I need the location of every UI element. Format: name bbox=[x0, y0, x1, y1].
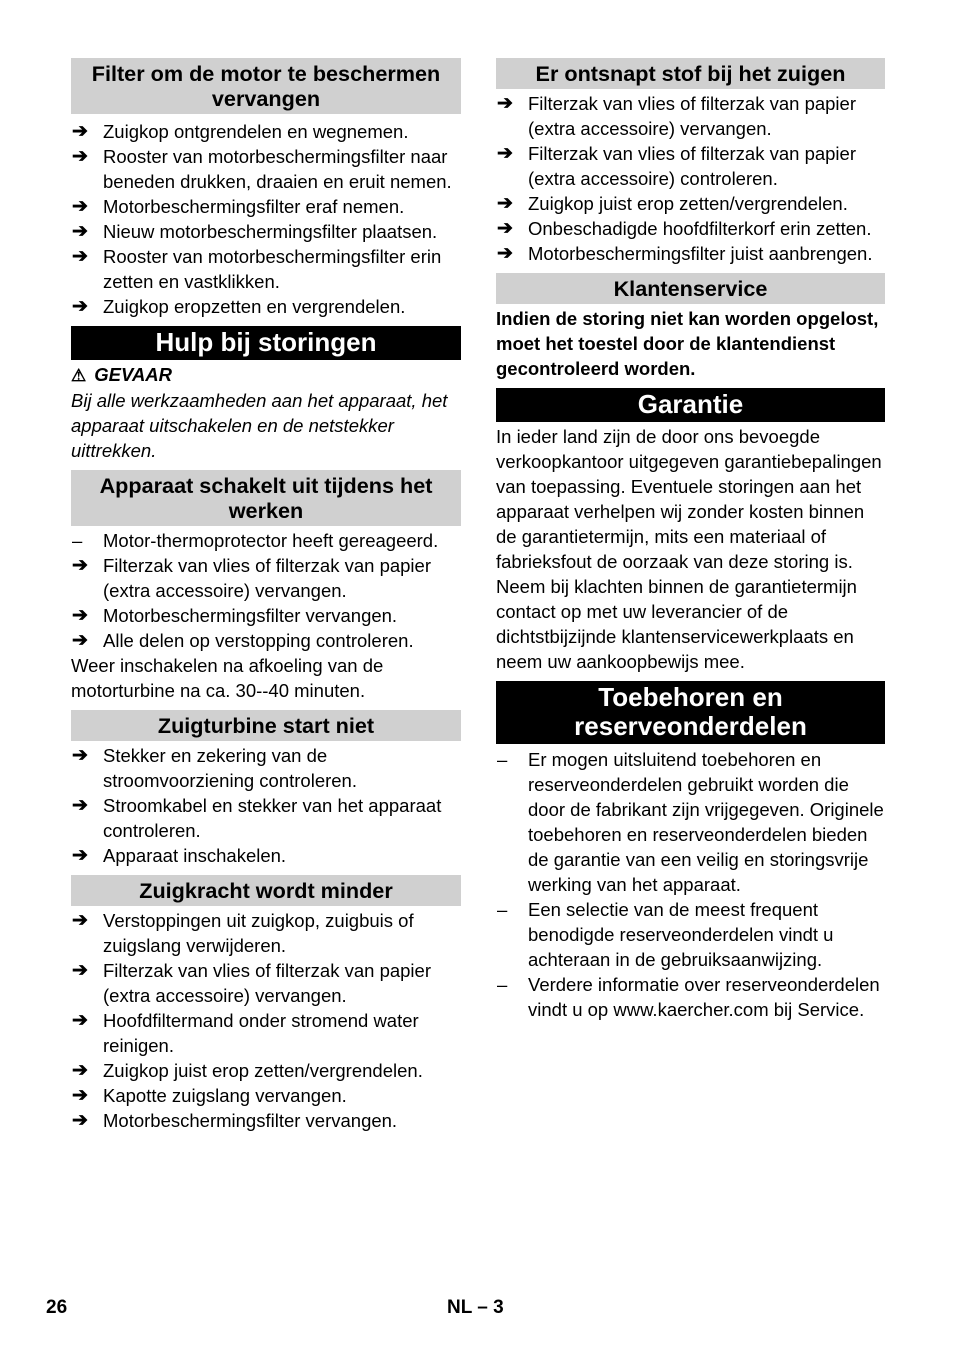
arrow-right-icon: ➔ bbox=[497, 243, 513, 264]
list-item-text: Zuigkop eropzetten en vergrendelen. bbox=[103, 296, 406, 317]
arrow-right-icon: ➔ bbox=[72, 960, 88, 981]
warranty-heading: Garantie bbox=[496, 388, 885, 422]
list-item-text: Filterzak van vlies of filterzak van papier (extra accessoire) vervangen. bbox=[103, 555, 431, 601]
arrow-right-icon: ➔ bbox=[72, 630, 88, 651]
arrow-right-icon: ➔ bbox=[72, 121, 88, 142]
arrow-right-icon: ➔ bbox=[72, 1110, 88, 1131]
list-item-text: Stroomkabel en stekker van het apparaat controleren. bbox=[103, 795, 442, 841]
list-item bbox=[71, 294, 461, 319]
list-item-text: Zuigkop ontgrendelen en wegnemen. bbox=[103, 121, 409, 142]
suction-list bbox=[71, 908, 461, 1133]
list-item-text: Filterzak van vlies of filterzak van papier (extra accessoire) controleren. bbox=[528, 143, 856, 189]
suction-heading: Zuigkracht wordt minder bbox=[71, 875, 461, 906]
list-item bbox=[71, 553, 461, 603]
list-item bbox=[496, 241, 885, 266]
list-item bbox=[71, 628, 461, 653]
accessories-heading: Toebehoren en reserveonderdelen bbox=[496, 681, 885, 744]
arrow-right-icon: ➔ bbox=[72, 196, 88, 217]
list-item bbox=[496, 141, 885, 191]
list-item bbox=[71, 194, 461, 219]
turbine-list bbox=[71, 743, 461, 868]
list-item-text: Filterzak van vlies of filterzak van papier (extra accessoire) vervangen. bbox=[528, 93, 856, 139]
arrow-right-icon: ➔ bbox=[72, 146, 88, 167]
arrow-right-icon: ➔ bbox=[72, 1085, 88, 1106]
arrow-right-icon: ➔ bbox=[72, 221, 88, 242]
list-item-text: Verstoppingen uit zuigkop, zuigbuis of zuigslang verwijderen. bbox=[103, 910, 414, 956]
motor-filter-heading: Filter om de motor te beschermen vervangen bbox=[71, 58, 461, 114]
language-page-label: NL – 3 bbox=[447, 1297, 504, 1318]
list-item-text: Kapotte zuigslang vervangen. bbox=[103, 1085, 347, 1106]
list-item bbox=[71, 119, 461, 144]
dash-bullet: – bbox=[497, 749, 508, 770]
list-item bbox=[71, 1083, 461, 1108]
danger-label bbox=[71, 362, 461, 388]
arrow-right-icon: ➔ bbox=[72, 795, 88, 816]
dust-list bbox=[496, 91, 885, 266]
list-item bbox=[496, 191, 885, 216]
danger-label-text: GEVAAR bbox=[94, 364, 173, 385]
list-item-text: Motorbeschermingsfilter vervangen. bbox=[103, 605, 398, 626]
list-item bbox=[71, 219, 461, 244]
list-item-text: Verdere informatie over reserveonderdelen vindt u op www.kaercher.com bij Service. bbox=[528, 974, 880, 1020]
list-item-text: Rooster van motorbeschermingsfilter naar beneden drukken, draaien en eruit nemen. bbox=[103, 146, 452, 192]
arrow-right-icon: ➔ bbox=[72, 910, 88, 931]
list-item-text: Rooster van motorbeschermingsfilter erin zetten en vastklikken. bbox=[103, 246, 442, 292]
arrow-right-icon: ➔ bbox=[72, 605, 88, 626]
dash-bullet: – bbox=[72, 530, 83, 551]
list-item bbox=[71, 793, 461, 843]
page-number: 26 bbox=[46, 1297, 68, 1318]
list-item bbox=[496, 747, 885, 897]
list-item bbox=[71, 743, 461, 793]
list-item bbox=[496, 972, 885, 1022]
accessories-list bbox=[496, 747, 885, 1022]
list-item bbox=[71, 144, 461, 194]
list-item-text: Motorbeschermingsfilter juist aanbrengen. bbox=[528, 243, 873, 264]
list-item bbox=[71, 1008, 461, 1058]
warning-icon: ⚠ bbox=[71, 366, 87, 385]
arrow-right-icon: ➔ bbox=[72, 246, 88, 267]
list-item-text: Onbeschadigde hoofdfilterkorf erin zetten. bbox=[528, 218, 872, 239]
list-item-text: Motorbeschermingsfilter eraf nemen. bbox=[103, 196, 405, 217]
turbine-heading: Zuigturbine start niet bbox=[71, 710, 461, 741]
help-heading: Hulp bij storingen bbox=[71, 326, 461, 360]
left-column bbox=[71, 58, 461, 1133]
arrow-right-icon: ➔ bbox=[72, 1060, 88, 1081]
arrow-right-icon: ➔ bbox=[72, 845, 88, 866]
warranty-text: In ieder land zijn de door ons bevoegde verkoopkantoor uitgegeven garantiebepalingen van toepassing. Eventuele storingen aan het apparaat verhelpen wij zonder kosten binnen de garantietermijn, mits een materiaal of fabrieksfout de oorzaak van deze storing is. Neem bij klachten binnen de garantietermijn contact op met uw leverancier of de dichtstbijzijnde klantenservicewerkplaats en neem uw aankoopbewijs mee. bbox=[496, 426, 882, 672]
list-item bbox=[496, 91, 885, 141]
dash-bullet: – bbox=[497, 899, 508, 920]
list-item-text: Motor-thermoprotector heeft gereageerd. bbox=[103, 530, 439, 551]
list-item bbox=[71, 1108, 461, 1133]
list-item bbox=[496, 216, 885, 241]
list-item-text: Alle delen op verstopping controleren. bbox=[103, 630, 414, 651]
switches-off-list bbox=[71, 528, 461, 653]
list-item-text: Stekker en zekering van de stroomvoorziening controleren. bbox=[103, 745, 357, 791]
arrow-right-icon: ➔ bbox=[497, 193, 513, 214]
list-item bbox=[71, 528, 461, 553]
list-item-text: Motorbeschermingsfilter vervangen. bbox=[103, 1110, 398, 1131]
right-column bbox=[496, 58, 885, 1022]
service-heading: Klantenservice bbox=[496, 273, 885, 304]
list-item bbox=[71, 843, 461, 868]
arrow-right-icon: ➔ bbox=[72, 745, 88, 766]
arrow-right-icon: ➔ bbox=[497, 218, 513, 239]
arrow-right-icon: ➔ bbox=[497, 143, 513, 164]
list-item-text: Filterzak van vlies of filterzak van papier (extra accessoire) vervangen. bbox=[103, 960, 431, 1006]
arrow-right-icon: ➔ bbox=[497, 93, 513, 114]
list-item bbox=[496, 897, 885, 972]
switches-off-note: Weer inschakelen na afkoeling van de motorturbine na ca. 30--40 minuten. bbox=[71, 655, 384, 701]
arrow-right-icon: ➔ bbox=[72, 1010, 88, 1031]
list-item bbox=[71, 1058, 461, 1083]
service-text: Indien de storing niet kan worden opgelost, moet het toestel door de klantendienst gecontroleerd worden. bbox=[496, 308, 879, 379]
switches-off-heading: Apparaat schakelt uit tijdens het werken bbox=[71, 470, 461, 526]
list-item-text: Apparaat inschakelen. bbox=[103, 845, 287, 866]
list-item-text: Nieuw motorbeschermingsfilter plaatsen. bbox=[103, 221, 438, 242]
list-item bbox=[71, 603, 461, 628]
list-item-text: Hoofdfiltermand onder stromend water reinigen. bbox=[103, 1010, 419, 1056]
list-item-text: Zuigkop juist erop zetten/vergrendelen. bbox=[103, 1060, 423, 1081]
list-item bbox=[71, 958, 461, 1008]
list-item-text: Zuigkop juist erop zetten/vergrendelen. bbox=[528, 193, 848, 214]
arrow-right-icon: ➔ bbox=[72, 296, 88, 317]
list-item-text: Er mogen uitsluitend toebehoren en reserveonderdelen gebruikt worden die door de fabrikant zijn vrijgegeven. Originele toebehoren en reserveonderdelen bieden de garantie van een veilig en storingsvrije werking van het apparaat. bbox=[528, 749, 884, 895]
danger-text: Bij alle werkzaamheden aan het apparaat, het apparaat uitschakelen en de netstekker uittrekken. bbox=[71, 390, 448, 461]
list-item bbox=[71, 244, 461, 294]
dash-bullet: – bbox=[497, 974, 508, 995]
list-item bbox=[71, 908, 461, 958]
list-item-text: Een selectie van de meest frequent benodigde reserveonderdelen vindt u achteraan in de gebruiksaanwijzing. bbox=[528, 899, 834, 970]
dust-heading: Er ontsnapt stof bij het zuigen bbox=[496, 58, 885, 89]
arrow-right-icon: ➔ bbox=[72, 555, 88, 576]
motor-filter-list bbox=[71, 119, 461, 319]
